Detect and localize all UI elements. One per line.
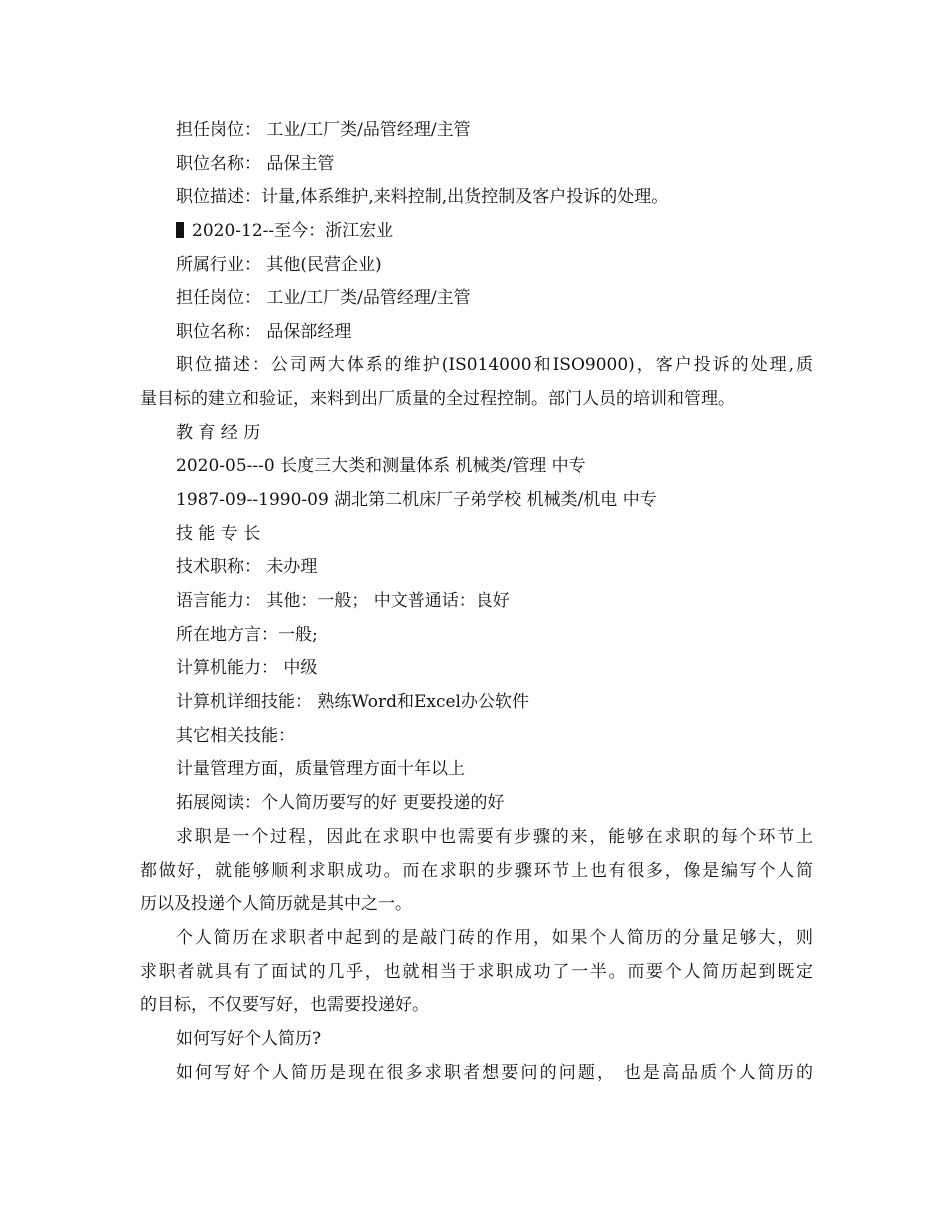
paragraph-1-line3: 历以及投递个人简历就是其中之一。: [140, 894, 412, 914]
computer-ability-line: 计算机能力： 中级: [176, 658, 318, 678]
paragraph-1-line2: 都做好，就能够顺利求职成功。而在求职的步骤环节上也有很多，像是编写个人简: [140, 861, 813, 881]
language-ability-line: 语言能力： 其他：一般； 中文普通话：良好: [176, 591, 510, 611]
education-entry-2: 1987-09--1990-09 湖北第二机床厂子弟学校 机械类/机电 中专: [176, 490, 657, 510]
paragraph-2-line1: 个人简历在求职者中起到的是敲门砖的作用，如果个人简历的分量足够大，则: [176, 928, 813, 948]
education-entry-1: 2020-05---0 长度三大类和测量体系 机械类/管理 中专: [176, 456, 586, 476]
education-heading: 教 育 经 历: [176, 423, 261, 443]
dialect-line: 所在地方言：一般;: [176, 625, 318, 645]
job-title-1: 职位名称： 品保主管: [176, 154, 335, 174]
other-skills-label: 其它相关技能：: [176, 726, 295, 746]
work-entry-header: [176, 220, 393, 242]
skills-heading: 技 能 专 长: [176, 524, 261, 544]
paragraph-2-line2: 求职者就具有了面试的几乎，也就相当于求职成功了一半。而要个人简历起到既定: [140, 962, 813, 982]
extended-reading-title: 拓展阅读：个人简历要写的好 更要投递的好: [176, 793, 505, 813]
job-title-2: 职位名称： 品保部经理: [176, 322, 352, 342]
computer-skills-line: 计算机详细技能： 熟练Word和Excel办公软件: [176, 692, 529, 712]
paragraph-2-line3: 的目标，不仅要写好，也需要投递好。: [140, 995, 429, 1015]
industry-line: 所属行业： 其他(民营企业): [176, 255, 382, 275]
other-skills-value: 计量管理方面，质量管理方面十年以上: [176, 759, 465, 779]
job-description-1: 职位描述：计量,体系维护,来料控制,出货控制及客户投诉的处理。: [176, 187, 669, 207]
paragraph-1-line1: 求职是一个过程，因此在求职中也需要有步骤的来，能够在求职的每个环节上: [176, 827, 813, 847]
job-description-2-line2: 量目标的建立和验证，来料到出厂质量的全过程控制。部门人员的培训和管理。: [140, 389, 735, 409]
job-post-2: 担任岗位： 工业/工厂类/品管经理/主管: [176, 288, 471, 308]
job-post-1: 担任岗位： 工业/工厂类/品管经理/主管: [176, 120, 471, 140]
section-question: 如何写好个人简历?: [176, 1029, 322, 1049]
work-entry-title: 2020-12--至今：浙江宏业: [192, 221, 394, 241]
tech-title-line: 技术职称： 未办理: [176, 557, 318, 577]
bullet-marker: [176, 222, 184, 238]
job-description-2-line1: 职位描述：公司两大体系的维护(IS014000和ISO9000)，客户投诉的处理,质: [176, 355, 813, 375]
paragraph-3-line1: 如何写好个人简历是现在很多求职者想要问的问题， 也是高品质个人简历的: [176, 1063, 813, 1083]
